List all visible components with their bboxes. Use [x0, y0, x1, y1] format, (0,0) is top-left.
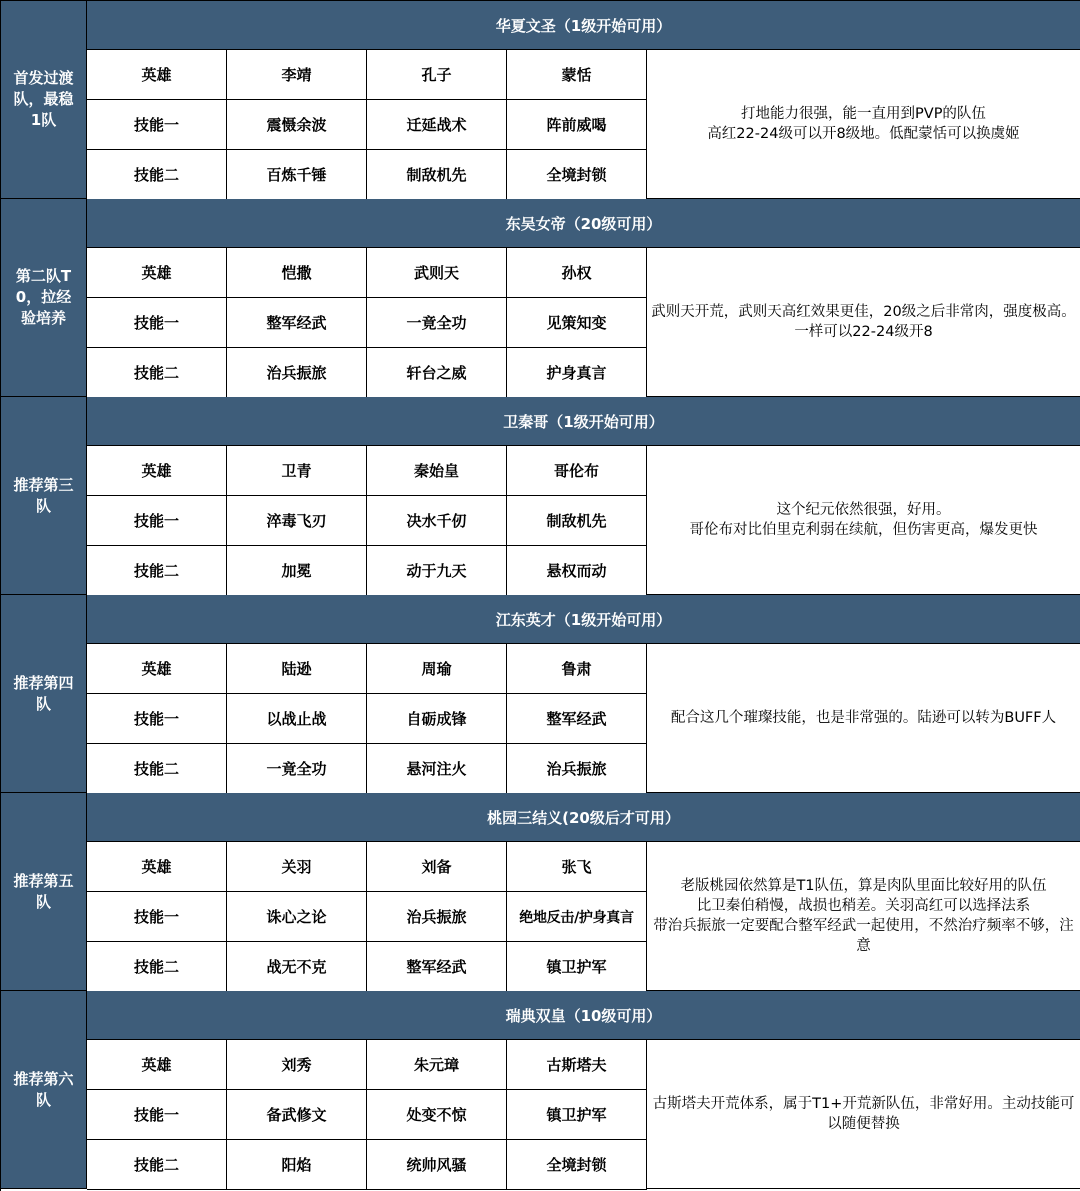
- skill-one-hero-1-cell: 整军经武: [227, 298, 367, 348]
- team-rank-label-text: 推荐第四队: [13, 673, 74, 713]
- team-title: 卫秦哥（1级开始可用）: [87, 397, 1080, 446]
- skill-one-row-header-cell: 技能一: [87, 496, 227, 546]
- skill-one-row-header-cell: 技能一: [87, 1090, 227, 1140]
- skill-one-hero-2-cell: 决水千仞: [367, 496, 507, 546]
- skill-one-row-header-cell: 技能一: [87, 100, 227, 150]
- skill-one-hero-3-cell: 阵前威喝: [507, 100, 647, 150]
- heroes-hero-1-cell: 陆逊: [227, 644, 367, 694]
- team-note-text: 古斯塔夫开荒体系，属于T1+开荒新队伍，非常好用。主动技能可以随便替换: [652, 1096, 1075, 1132]
- team-block-4: [1, 595, 1080, 793]
- team-block-5: [1, 793, 1080, 991]
- skill-one-hero-3-cell: 绝地反击/护身真言: [507, 892, 647, 942]
- skill-one-hero-2-cell: 治兵振旅: [367, 892, 507, 942]
- skill-one-hero-1-cell: 诛心之论: [227, 892, 367, 942]
- skill-two-hero-2-cell: 悬河注火: [367, 744, 507, 794]
- team-note: [647, 50, 1080, 199]
- skill-one-hero-1-cell: 备武修文: [227, 1090, 367, 1140]
- team-note-text: 打地能力很强，能一直用到PVP的队伍 高红22-24级可以开8级地。低配蒙恬可以换虞姬: [707, 106, 1020, 142]
- heroes-hero-2-cell: 孔子: [367, 50, 507, 100]
- heroes-hero-1-cell: 刘秀: [227, 1040, 367, 1090]
- team-note-text: 配合这几个璀璨技能，也是非常强的。陆逊可以转为BUFF人: [670, 710, 1057, 726]
- team-rank-label-text: 推荐第五队: [13, 871, 74, 911]
- skill-two-row-header-cell: 技能二: [87, 348, 227, 398]
- heroes-hero-1-cell: 卫青: [227, 446, 367, 496]
- skill-one-hero-2-cell: 自砺成锋: [367, 694, 507, 744]
- team-rank-label: [1, 793, 87, 991]
- heroes-hero-2-cell: 秦始皇: [367, 446, 507, 496]
- team-title: 桃园三结义(20级后才可用）: [87, 793, 1080, 842]
- skill-two-hero-3-cell: 全境封锁: [507, 150, 647, 200]
- skill-two-hero-2-cell: 整军经武: [367, 942, 507, 992]
- heroes-hero-3-cell: 哥伦布: [507, 446, 647, 496]
- skill-two-row-header-cell: 技能二: [87, 546, 227, 596]
- heroes-hero-2-cell: 武则天: [367, 248, 507, 298]
- team-title: 江东英才（1级开始可用）: [87, 595, 1080, 644]
- skill-one-hero-1-cell: 淬毒飞刃: [227, 496, 367, 546]
- heroes-hero-1-cell: 恺撒: [227, 248, 367, 298]
- skill-two-hero-1-cell: 战无不克: [227, 942, 367, 992]
- heroes-hero-2-cell: 周瑜: [367, 644, 507, 694]
- skill-one-hero-2-cell: 迁延战术: [367, 100, 507, 150]
- skill-two-hero-1-cell: 治兵振旅: [227, 348, 367, 398]
- heroes-hero-1-cell: 关羽: [227, 842, 367, 892]
- skill-one-hero-1-cell: 以战止战: [227, 694, 367, 744]
- team-note: [647, 842, 1080, 991]
- skill-two-hero-2-cell: 统帅风骚: [367, 1140, 507, 1190]
- skill-two-hero-1-cell: 加冕: [227, 546, 367, 596]
- team-block-6: [1, 991, 1080, 1189]
- skill-one-hero-2-cell: 处变不惊: [367, 1090, 507, 1140]
- skill-one-hero-2-cell: 一竟全功: [367, 298, 507, 348]
- team-block-3: [1, 397, 1080, 595]
- team-title: 华夏文圣（1级开始可用）: [87, 1, 1080, 50]
- skill-two-hero-2-cell: 制敌机先: [367, 150, 507, 200]
- heroes-row-header-cell: 英雄: [87, 248, 227, 298]
- team-note-text: 老版桃园依然算是T1队伍，算是肉队里面比较好用的队伍 比卫秦伯稍慢，战损也稍差。关羽高红可以选择法系 带治兵振旅一定要配合整军经武一起使用，不然治疗频率不够，注意: [653, 878, 1074, 954]
- skill-two-row-header-cell: 技能二: [87, 1140, 227, 1190]
- skill-one-hero-3-cell: 整军经武: [507, 694, 647, 744]
- skill-one-hero-3-cell: 镇卫护军: [507, 1090, 647, 1140]
- heroes-row-header-cell: 英雄: [87, 842, 227, 892]
- heroes-hero-2-cell: 刘备: [367, 842, 507, 892]
- team-block-2: [1, 199, 1080, 397]
- skill-one-row-header-cell: 技能一: [87, 694, 227, 744]
- team-rank-label-text: 第二队T0，拉经验培养: [15, 267, 72, 327]
- skill-two-hero-2-cell: 动于九天: [367, 546, 507, 596]
- skill-two-hero-1-cell: 阳焰: [227, 1140, 367, 1190]
- skill-two-hero-3-cell: 悬权而动: [507, 546, 647, 596]
- skill-two-row-header-cell: 技能二: [87, 150, 227, 200]
- heroes-row-header-cell: 英雄: [87, 446, 227, 496]
- team-note-text: 这个纪元依然很强，好用。 哥伦布对比伯里克利弱在续航，但伤害更高，爆发更快: [689, 502, 1038, 538]
- team-rank-label: [1, 199, 87, 397]
- team-note: [647, 248, 1080, 397]
- skill-one-hero-3-cell: 制敌机先: [507, 496, 647, 546]
- heroes-hero-1-cell: 李靖: [227, 50, 367, 100]
- team-rank-label: [1, 1, 87, 199]
- team-note-text: 武则天开荒，武则天高红效果更佳，20级之后非常肉，强度极高。一样可以22-24级开8: [651, 304, 1076, 340]
- team-rank-label: [1, 397, 87, 595]
- heroes-row-header-cell: 英雄: [87, 50, 227, 100]
- team-note: [647, 644, 1080, 793]
- skill-two-hero-2-cell: 轩台之威: [367, 348, 507, 398]
- skill-two-hero-3-cell: 护身真言: [507, 348, 647, 398]
- team-rank-label: [1, 991, 87, 1189]
- skill-two-hero-3-cell: 治兵振旅: [507, 744, 647, 794]
- team-note: [647, 446, 1080, 595]
- team-title: 瑞典双皇（10级可用）: [87, 991, 1080, 1040]
- team-rank-label-text: 推荐第三队: [13, 475, 74, 515]
- team-note: [647, 1040, 1080, 1189]
- team-rank-label-text: 推荐第六队: [13, 1069, 74, 1109]
- heroes-hero-3-cell: 张飞: [507, 842, 647, 892]
- heroes-hero-3-cell: 蒙恬: [507, 50, 647, 100]
- skill-two-hero-1-cell: 百炼千锤: [227, 150, 367, 200]
- heroes-hero-3-cell: 鲁肃: [507, 644, 647, 694]
- skill-one-hero-3-cell: 见策知变: [507, 298, 647, 348]
- team-block-1: [1, 1, 1080, 199]
- skill-one-row-header-cell: 技能一: [87, 298, 227, 348]
- skill-one-hero-1-cell: 震慑余波: [227, 100, 367, 150]
- heroes-hero-3-cell: 孙权: [507, 248, 647, 298]
- skill-two-hero-3-cell: 全境封锁: [507, 1140, 647, 1190]
- skill-two-row-header-cell: 技能二: [87, 744, 227, 794]
- skill-one-row-header-cell: 技能一: [87, 892, 227, 942]
- heroes-row-header-cell: 英雄: [87, 644, 227, 694]
- heroes-hero-3-cell: 古斯塔夫: [507, 1040, 647, 1090]
- team-title: 东吴女帝（20级可用）: [87, 199, 1080, 248]
- skill-two-hero-1-cell: 一竟全功: [227, 744, 367, 794]
- heroes-row-header-cell: 英雄: [87, 1040, 227, 1090]
- team-rank-label: [1, 595, 87, 793]
- team-rank-label-text: 首发过渡队，最稳1队: [13, 69, 74, 129]
- skill-two-row-header-cell: 技能二: [87, 942, 227, 992]
- skill-two-hero-3-cell: 镇卫护军: [507, 942, 647, 992]
- heroes-hero-2-cell: 朱元璋: [367, 1040, 507, 1090]
